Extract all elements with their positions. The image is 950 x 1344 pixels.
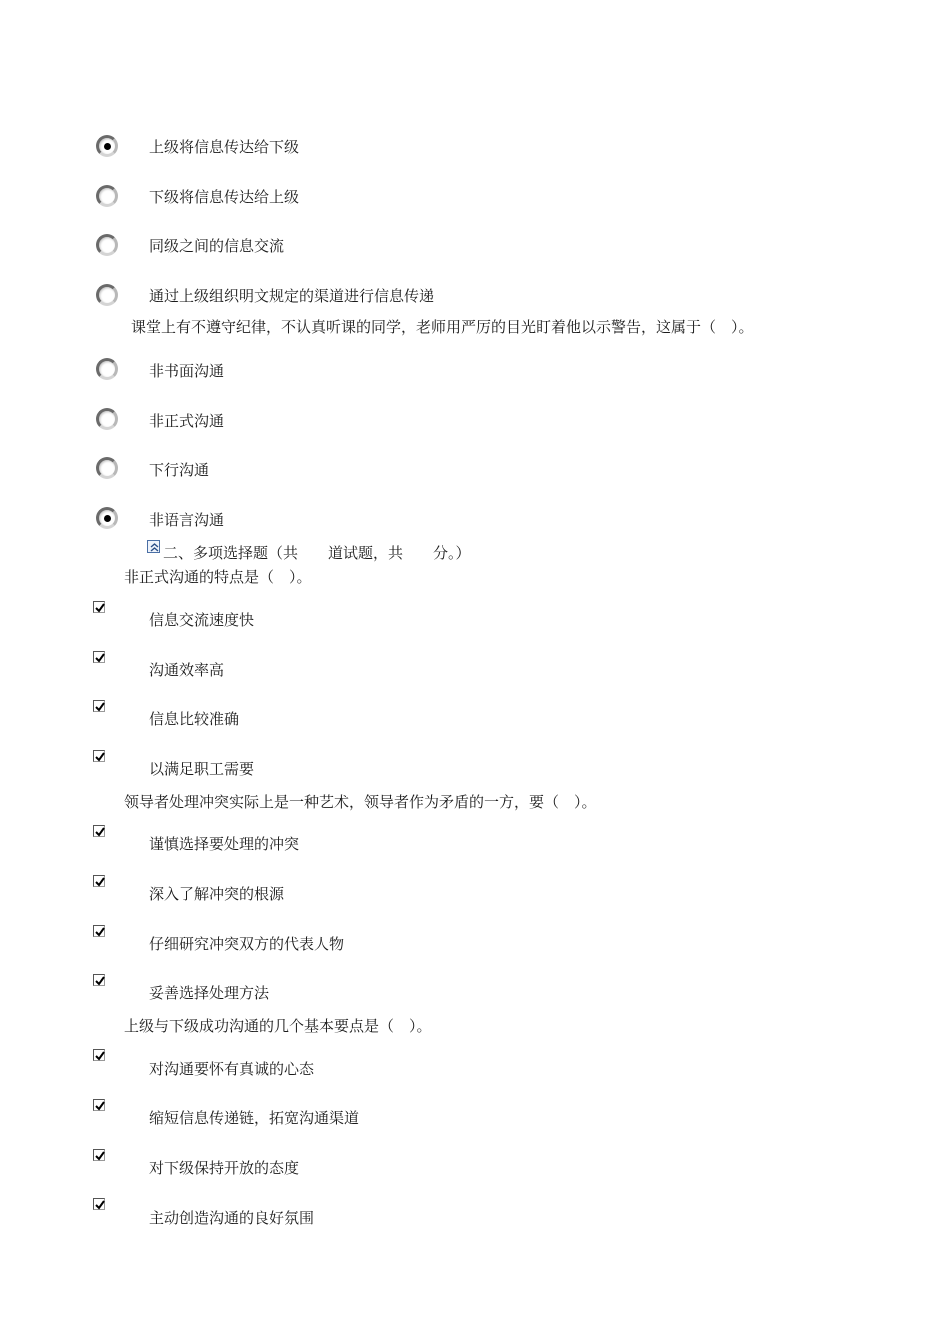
mq2-question-text: 领导者处理冲突实际上是一种艺术，领导者作为矛盾的一方，要（ ）。 bbox=[124, 793, 597, 811]
radio-q2-option-3[interactable] bbox=[96, 457, 118, 479]
q2-option-1-label: 非书面沟通 bbox=[149, 362, 225, 380]
mq2-option-2-label: 深入了解冲突的根源 bbox=[149, 885, 285, 903]
checkbox-mq1-option-2[interactable] bbox=[93, 651, 105, 663]
q1-option-1-label: 上级将信息传达给下级 bbox=[149, 138, 300, 156]
checkbox-mq2-option-1[interactable] bbox=[93, 825, 105, 837]
checkbox-mq1-option-1[interactable] bbox=[93, 601, 105, 613]
checkmark-icon bbox=[94, 826, 106, 838]
mq2-option-4-label: 妥善选择处理方法 bbox=[149, 984, 270, 1002]
q2-option-3-label: 下行沟通 bbox=[149, 461, 210, 479]
mq3-option-1-label: 对沟通要怀有真诚的心态 bbox=[149, 1060, 315, 1078]
checkmark-icon bbox=[94, 975, 106, 987]
radio-q2-option-2[interactable] bbox=[96, 408, 118, 430]
checkmark-icon bbox=[94, 926, 106, 938]
checkbox-mq2-option-2[interactable] bbox=[93, 875, 105, 887]
checkbox-mq3-option-2[interactable] bbox=[93, 1099, 105, 1111]
checkmark-icon bbox=[94, 701, 106, 713]
mq3-question-text: 上级与下级成功沟通的几个基本要点是（ ）。 bbox=[124, 1017, 432, 1035]
checkmark-icon bbox=[94, 602, 106, 614]
checkbox-mq3-option-3[interactable] bbox=[93, 1149, 105, 1161]
radio-q1-option-1[interactable] bbox=[96, 135, 118, 157]
checkbox-mq2-option-4[interactable] bbox=[93, 974, 105, 986]
mq3-option-4-label: 主动创造沟通的良好氛围 bbox=[149, 1209, 315, 1227]
q1-option-2-label: 下级将信息传达给上级 bbox=[149, 188, 300, 206]
mq1-question-text: 非正式沟通的特点是（ ）。 bbox=[124, 568, 312, 586]
radio-q2-option-1[interactable] bbox=[96, 358, 118, 380]
mq1-option-3-label: 信息比较准确 bbox=[149, 710, 240, 728]
radio-selected-dot bbox=[104, 143, 111, 150]
q1-option-4-label: 通过上级组织明文规定的渠道进行信息传递 bbox=[149, 287, 435, 305]
radio-q1-option-2[interactable] bbox=[96, 185, 118, 207]
radio-selected-dot bbox=[104, 515, 111, 522]
checkmark-icon bbox=[94, 652, 106, 664]
q2-option-2-label: 非正式沟通 bbox=[149, 412, 225, 430]
mq1-option-1-label: 信息交流速度快 bbox=[149, 611, 255, 629]
checkmark-icon bbox=[94, 751, 106, 763]
checkmark-icon bbox=[94, 1150, 106, 1162]
mq3-option-2-label: 缩短信息传递链，拓宽沟通渠道 bbox=[149, 1109, 360, 1127]
checkmark-icon bbox=[94, 876, 106, 888]
checkbox-mq3-option-1[interactable] bbox=[93, 1049, 105, 1061]
q1-option-3-label: 同级之间的信息交流 bbox=[149, 237, 285, 255]
checkbox-mq1-option-4[interactable] bbox=[93, 750, 105, 762]
checkmark-icon bbox=[94, 1199, 106, 1211]
mq3-option-3-label: 对下级保持开放的态度 bbox=[149, 1159, 300, 1177]
radio-q1-option-3[interactable] bbox=[96, 234, 118, 256]
radio-q1-option-4[interactable] bbox=[96, 284, 118, 306]
checkmark-icon bbox=[94, 1050, 106, 1062]
section-2-heading: 二、多项选择题（共 道试题，共 分。） bbox=[163, 544, 471, 562]
double-chevron-up-icon bbox=[148, 541, 161, 554]
q2-question-text: 课堂上有不遵守纪律，不认真听课的同学，老师用严厉的目光盯着他以示警告，这属于（ ）。 bbox=[131, 318, 754, 336]
radio-q2-option-4[interactable] bbox=[96, 507, 118, 529]
mq2-option-3-label: 仔细研究冲突双方的代表人物 bbox=[149, 935, 345, 953]
checkbox-mq1-option-3[interactable] bbox=[93, 700, 105, 712]
checkmark-icon bbox=[94, 1100, 106, 1112]
checkbox-mq3-option-4[interactable] bbox=[93, 1198, 105, 1210]
checkbox-mq2-option-3[interactable] bbox=[93, 925, 105, 937]
mq1-option-4-label: 以满足职工需要 bbox=[149, 760, 255, 778]
mq2-option-1-label: 谨慎选择要处理的冲突 bbox=[149, 835, 300, 853]
q2-option-4-label: 非语言沟通 bbox=[149, 511, 225, 529]
mq1-option-2-label: 沟通效率高 bbox=[149, 661, 225, 679]
collapse-up-icon[interactable] bbox=[147, 540, 160, 553]
